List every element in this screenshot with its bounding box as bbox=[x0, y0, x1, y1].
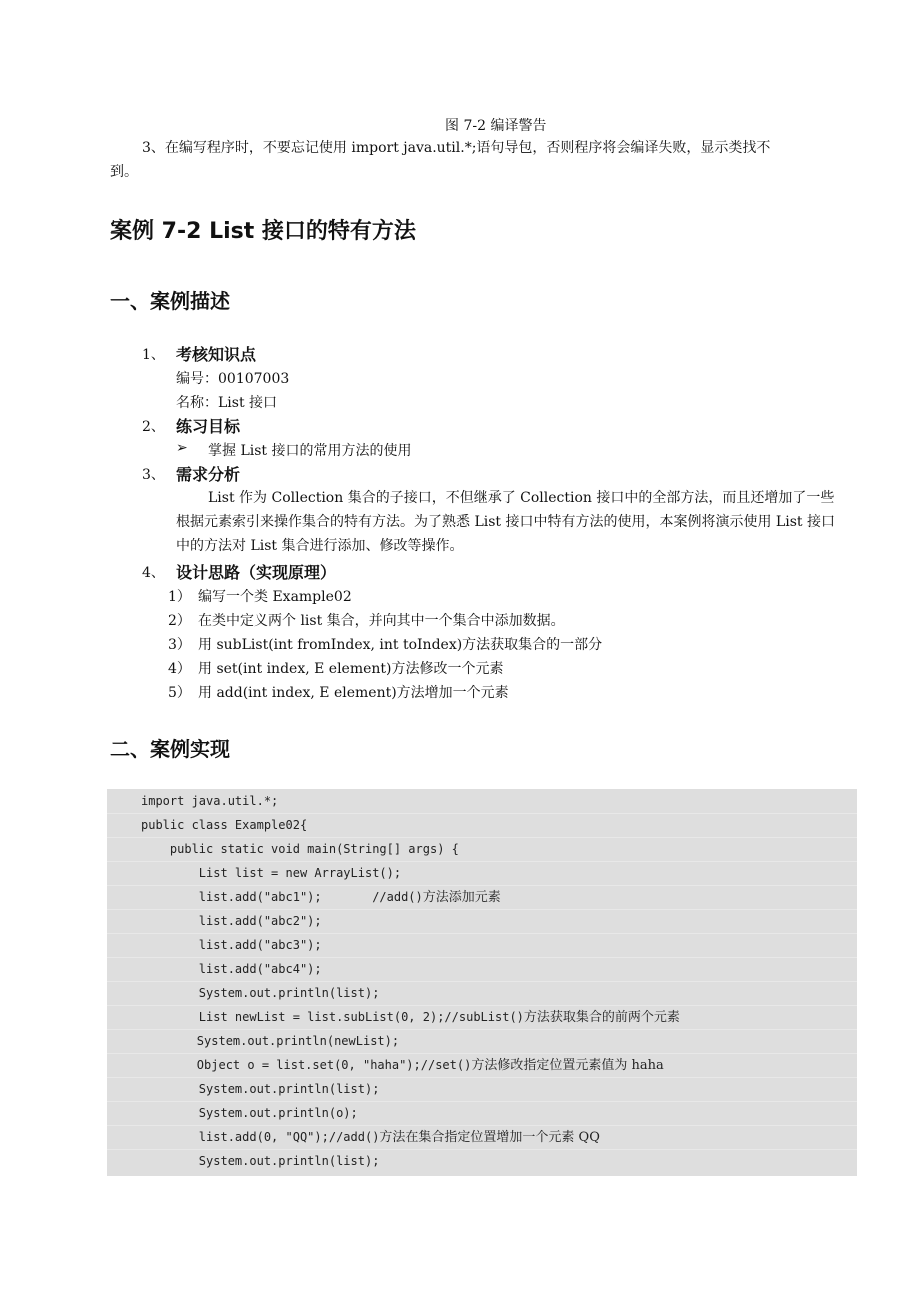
code-line bbox=[107, 957, 857, 982]
code-text: System.out.println(list); bbox=[141, 1082, 380, 1096]
code-line bbox=[107, 885, 857, 910]
code-line bbox=[107, 1101, 857, 1126]
code-line bbox=[107, 813, 857, 838]
code-line bbox=[107, 1149, 857, 1173]
code-line bbox=[107, 909, 857, 934]
goal-text: 掌握 List 接口的常用方法的使用 bbox=[208, 443, 412, 459]
code-text: List newList = list.subList(0, 2);//subList() bbox=[141, 1010, 524, 1024]
code-line bbox=[107, 1125, 857, 1150]
code-comment: 方法修改指定位置元素值为 haha bbox=[471, 1058, 664, 1073]
code-text: List list = new ArrayList(); bbox=[141, 866, 402, 880]
code-line bbox=[107, 981, 857, 1006]
item-title-design: 设计思路（实现原理） bbox=[176, 563, 337, 582]
figure-caption: 图 7-2 编译警告 bbox=[445, 118, 547, 134]
code-line bbox=[107, 861, 857, 886]
code-line bbox=[107, 1077, 857, 1102]
step-text: 用 set(int index, E element)方法修改一个元素 bbox=[198, 661, 504, 677]
item-title-knowledge: 考核知识点 bbox=[176, 345, 257, 364]
item-title-goal: 练习目标 bbox=[176, 417, 241, 436]
code-text: public class Example02{ bbox=[141, 818, 308, 832]
item-number-4: 4、 bbox=[142, 565, 165, 581]
step-number: 3） bbox=[168, 637, 191, 653]
code-text: list.add("abc1"); //add() bbox=[141, 890, 423, 904]
knowledge-name: 名称：List 接口 bbox=[176, 395, 278, 411]
code-text: System.out.println(o); bbox=[141, 1106, 358, 1120]
code-text: System.out.println(list); bbox=[141, 1154, 380, 1168]
code-line bbox=[107, 1029, 857, 1054]
code-text: System.out.println(newList); bbox=[139, 1034, 400, 1048]
step-text: 用 add(int index, E element)方法增加一个元素 bbox=[198, 685, 509, 701]
code-text: list.add(0, "QQ");//add() bbox=[141, 1130, 380, 1144]
code-line bbox=[107, 1053, 857, 1078]
case-title: 案例 7-2 List 接口的特有方法 bbox=[110, 219, 416, 244]
intro-line-1: 3、在编写程序时，不要忘记使用 import java.util.*;语句导包，否则程序将会编译失败，显示类找不 bbox=[142, 140, 771, 156]
code-line bbox=[107, 1005, 857, 1030]
knowledge-code: 编号：00107003 bbox=[176, 371, 290, 387]
step-text: 在类中定义两个 list 集合，并向其中一个集合中添加数据。 bbox=[198, 613, 565, 629]
code-comment: 方法添加元素 bbox=[422, 890, 501, 905]
step-text: 用 subList(int fromIndex, int toIndex)方法获取集合的一部分 bbox=[198, 637, 603, 653]
step-number: 4） bbox=[168, 661, 191, 677]
code-text: import java.util.*; bbox=[141, 794, 279, 808]
code-text: list.add("abc4"); bbox=[141, 962, 322, 976]
item-number-3: 3、 bbox=[142, 467, 165, 483]
intro-line-2: 到。 bbox=[110, 164, 138, 180]
step-text: 编写一个类 Example02 bbox=[198, 589, 352, 605]
step-number: 2） bbox=[168, 613, 191, 629]
intro-paragraph bbox=[110, 136, 858, 184]
code-text: Object o = list.set(0, "haha");//set() bbox=[139, 1058, 472, 1072]
item-number-2: 2、 bbox=[142, 419, 165, 435]
item-number-1: 1、 bbox=[142, 347, 165, 363]
code-text: System.out.println(list); bbox=[141, 986, 380, 1000]
step-number: 1） bbox=[168, 589, 191, 605]
code-text: list.add("abc3"); bbox=[141, 938, 322, 952]
item-title-analysis: 需求分析 bbox=[176, 465, 241, 484]
code-comment: 方法获取集合的前两个元素 bbox=[523, 1010, 680, 1025]
code-text: public static void main(String[] args) { bbox=[141, 842, 459, 856]
code-line bbox=[107, 933, 857, 958]
analysis-paragraph: List 作为 Collection 集合的子接口，不但继承了 Collection 接口中的全部方法，而且还增加了一些根据元素索引来操作集合的特有方法。为了熟悉 List 接口中特有方法的使用，本案例将演示使用 List 接口中的方法对 List 集合进行添加、修改等操作。 bbox=[176, 490, 835, 554]
code-comment: 方法在集合指定位置增加一个元素 QQ bbox=[379, 1130, 600, 1145]
section-heading-description: 一、案例描述 bbox=[110, 289, 230, 313]
section-heading-implementation: 二、案例实现 bbox=[110, 737, 230, 761]
step-number: 5） bbox=[168, 685, 191, 701]
code-block bbox=[107, 789, 857, 1176]
code-text: list.add("abc2"); bbox=[141, 914, 322, 928]
bullet-arrow-icon: ➢ bbox=[176, 440, 188, 456]
code-line bbox=[107, 789, 857, 814]
code-line bbox=[107, 837, 857, 862]
